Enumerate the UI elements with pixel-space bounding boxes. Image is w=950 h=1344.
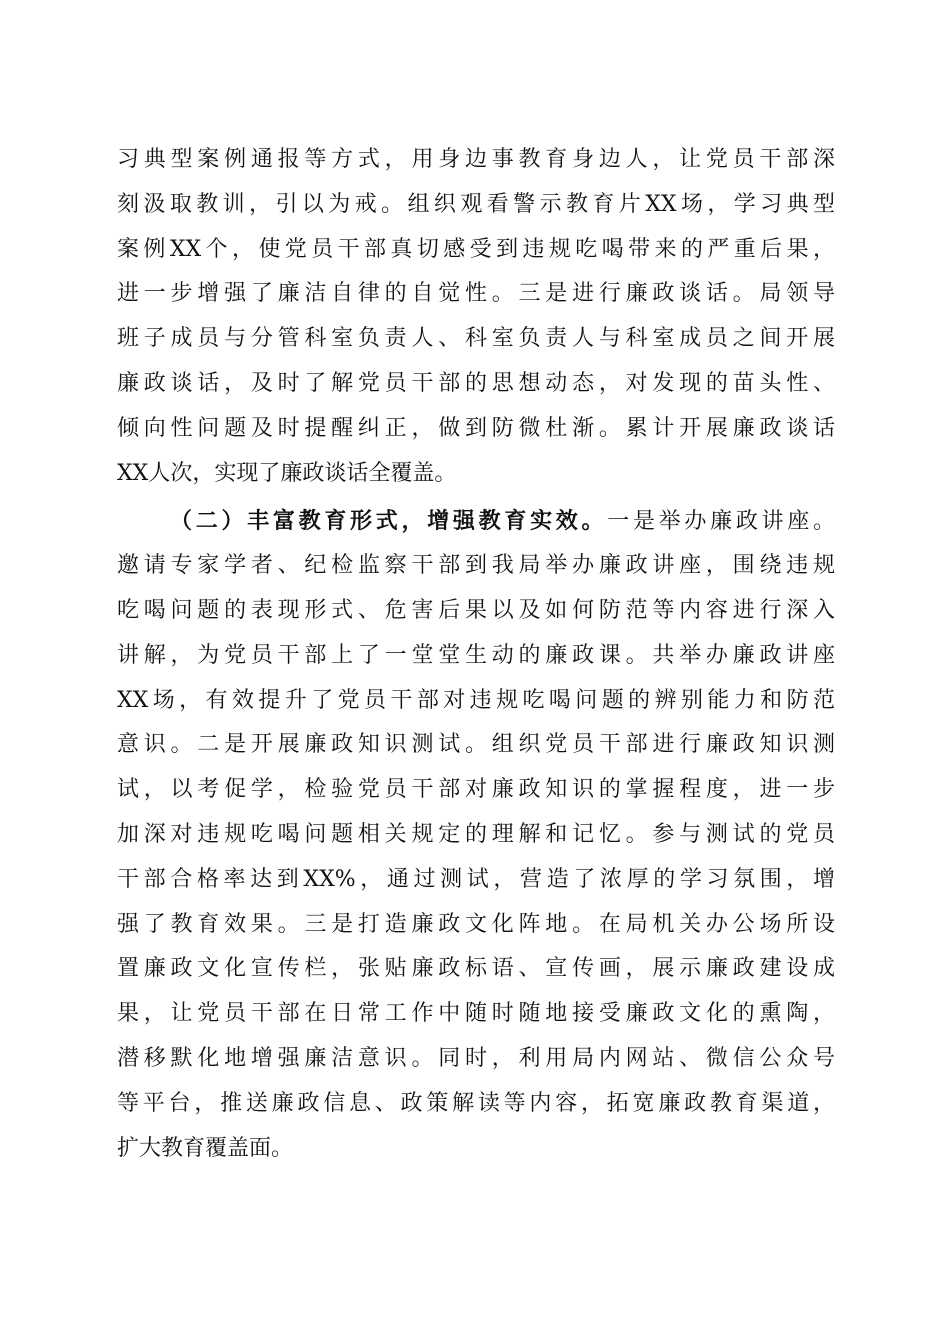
paragraph-heading-line [117,499,835,544]
text-line: 邀请专家学者、纪检监察干部到我局举办廉政讲座，围绕违规 [117,553,835,579]
text-line: 等平台，推送廉政信息、政策解读等内容，拓宽廉政教育渠道， [117,1090,835,1116]
text-line: 刻汲取教训，引以为戒。组织观看警示教育片XX场，学习典型 [117,191,835,217]
text-line: 果，让党员干部在日常工作中随时随地接受廉政文化的熏陶， [117,1001,835,1027]
paragraph-2 [117,499,835,1171]
text-line: 干部合格率达到XX%，通过测试，营造了浓厚的学习氛围，增 [117,866,835,892]
text-line: 班子成员与分管科室负责人、科室负责人与科室成员之间开展 [117,326,835,352]
text-line: 试，以考促学，检验党员干部对廉政知识的掌握程度，进一步 [117,777,835,803]
paragraph-1 [117,138,835,496]
section-heading: （二）丰富教育形式，增强教育实效。 [170,508,608,535]
text-line: XX场，有效提升了党员干部对违规吃喝问题的辨别能力和防范 [117,687,835,713]
text-line: 吃喝问题的表现形式、危害后果以及如何防范等内容进行深入 [117,597,835,623]
text-line: XX人次，实现了廉政谈话全覆盖。 [117,460,457,486]
text-line: 意识。二是开展廉政知识测试。组织党员干部进行廉政知识测 [117,732,835,758]
text-line: 讲解，为党员干部上了一堂堂生动的廉政课。共举办廉政讲座 [117,642,835,668]
text-line: 案例XX个，使党员干部真切感受到违规吃喝带来的严重后果， [117,236,835,262]
text-line: 廉政谈话，及时了解党员干部的思想动态，对发现的苗头性、 [117,370,835,396]
text-line: 扩大教育覆盖面。 [117,1135,294,1161]
document-body [117,138,835,1171]
text-line: 进一步增强了廉洁自律的自觉性。三是进行廉政谈话。局领导 [117,281,835,307]
text-line: 强了教育效果。三是打造廉政文化阵地。在局机关办公场所设 [117,911,835,937]
text-line: 习典型案例通报等方式，用身边事教育身边人，让党员干部深 [117,147,835,172]
heading-line-text: 一是举办廉政讲座。 [607,509,835,535]
text-line: 置廉政文化宣传栏，张贴廉政标语、宣传画，展示廉政建设成 [117,956,835,982]
text-line: 倾向性问题及时提醒纠正，做到防微杜渐。累计开展廉政谈话 [117,415,835,441]
text-line: 加深对违规吃喝问题相关规定的理解和记忆。参与测试的党员 [117,821,835,847]
text-line: 潜移默化地增强廉洁意识。同时，利用局内网站、微信公众号 [117,1045,835,1071]
